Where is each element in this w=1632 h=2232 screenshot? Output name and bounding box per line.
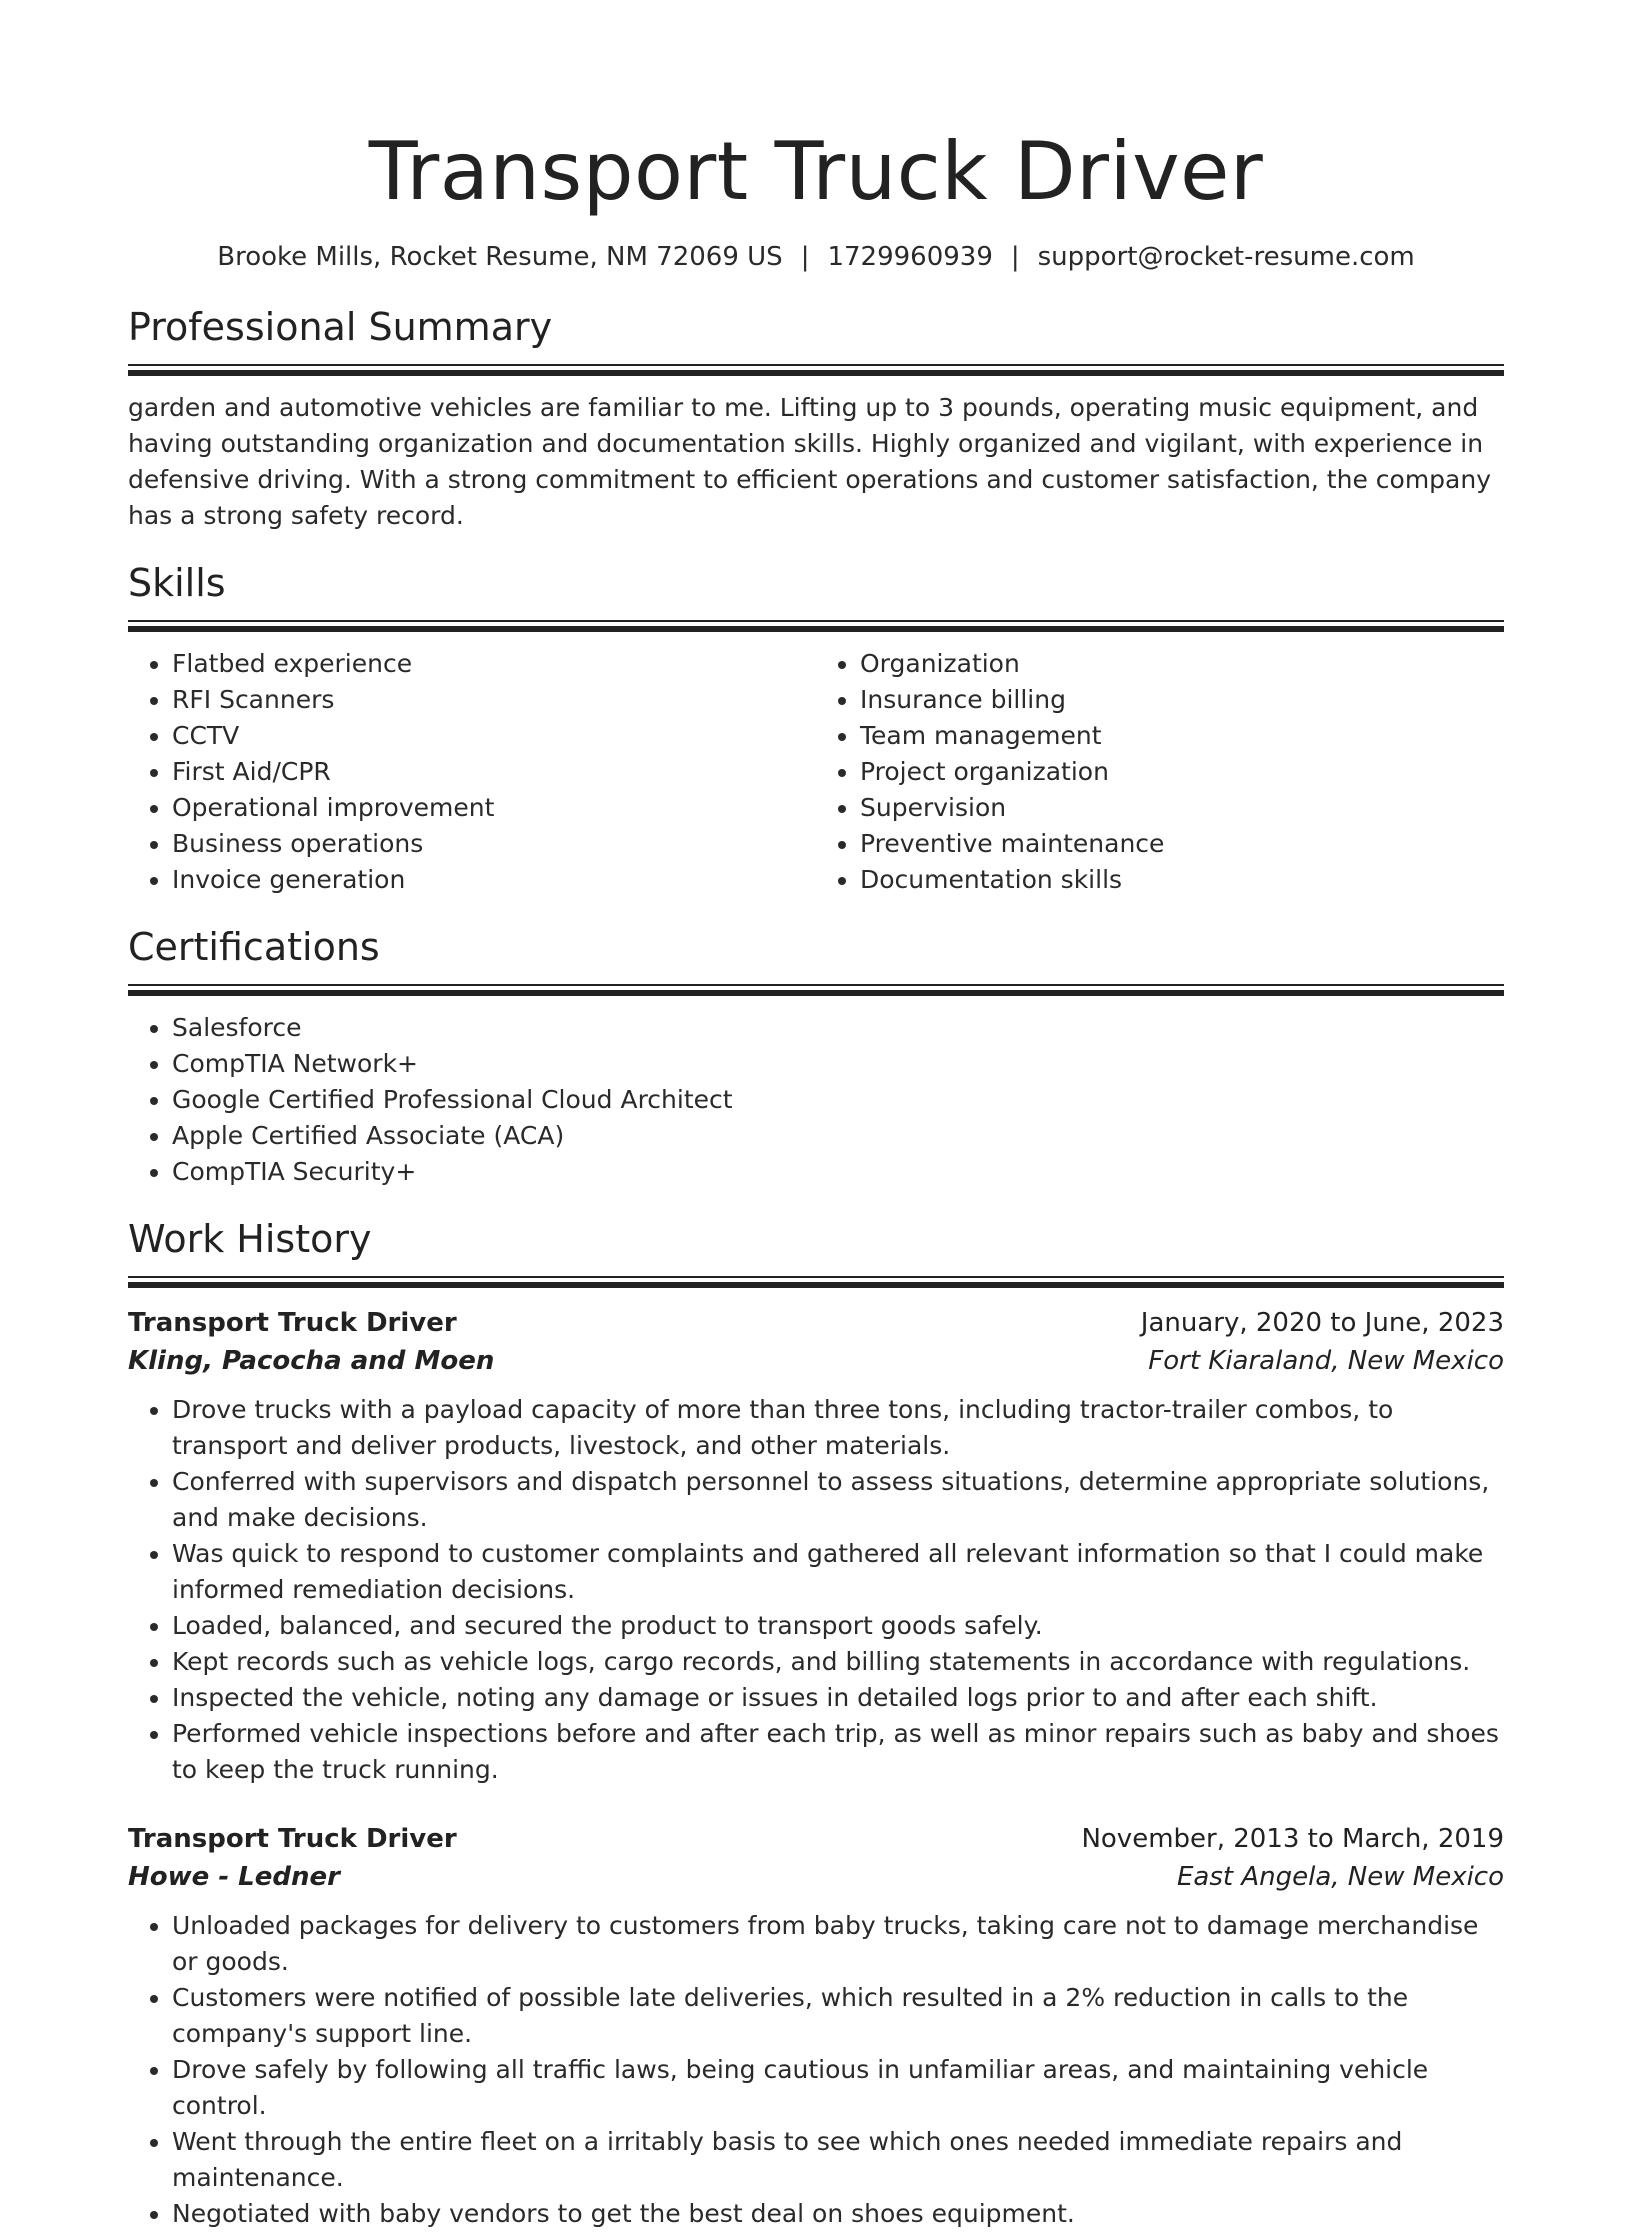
resume-title: Transport Truck Driver <box>368 125 1264 218</box>
job-location: East Angela, New Mexico <box>1176 1862 1504 1892</box>
contact-separator: | <box>1010 242 1020 272</box>
skills-list-left <box>128 646 816 898</box>
skill-item: • Operational improvement <box>172 790 816 826</box>
section-divider <box>128 1276 1504 1288</box>
job-company-row <box>128 1342 1504 1380</box>
skill-item: • Business operations <box>172 826 816 862</box>
certifications-section <box>128 924 1504 1190</box>
skill-item: • Supervision <box>860 790 1504 826</box>
job-bullet: • Loaded, balanced, and secured the product to transport goods safely. <box>172 1608 1504 1644</box>
summary-section <box>128 304 1504 534</box>
job-header-row <box>128 1304 1504 1342</box>
skill-item: • First Aid/CPR <box>172 754 816 790</box>
certifications-list <box>128 1010 1504 1190</box>
job-bullet: • Went through the entire fleet on a irritably basis to see which ones needed immediate repairs and maintenance. <box>172 2124 1504 2196</box>
contact-email[interactable]: support@rocket-resume.com <box>1037 242 1415 272</box>
contact-address: Brooke Mills, Rocket Resume, NM 72069 US <box>217 242 783 272</box>
job-company: Kling, Pacocha and Moen <box>128 1346 495 1376</box>
job-bullets <box>128 1392 1504 1788</box>
section-heading: Professional Summary <box>128 305 553 349</box>
job-bullet: • Drove safely by following all traffic laws, being cautious in unfamiliar areas, and maintaining vehicle control. <box>172 2052 1504 2124</box>
skill-item: • CCTV <box>172 718 816 754</box>
skills-columns <box>128 646 1504 898</box>
skills-section <box>128 560 1504 898</box>
section-heading: Work History <box>128 1217 372 1261</box>
job-bullet: • Negotiated with baby vendors to get the best deal on shoes equipment. <box>172 2196 1504 2232</box>
skill-item: • Team management <box>860 718 1504 754</box>
job-title: Transport Truck Driver <box>128 1824 457 1854</box>
section-divider <box>128 620 1504 632</box>
section-heading: Certifications <box>128 925 380 969</box>
skill-item: • Flatbed experience <box>172 646 816 682</box>
skill-item: • Documentation skills <box>860 862 1504 898</box>
skill-item: • Preventive maintenance <box>860 826 1504 862</box>
job-company-row <box>128 1858 1504 1896</box>
job-dates: November, 2013 to March, 2019 <box>1081 1824 1504 1854</box>
job-dates: January, 2020 to June, 2023 <box>1140 1308 1504 1338</box>
job-company: Howe - Ledner <box>128 1862 340 1892</box>
contact-phone: 1729960939 <box>827 242 993 272</box>
job-bullet: • Kept records such as vehicle logs, cargo records, and billing statements in accordance with regulations. <box>172 1644 1504 1680</box>
contact-separator: | <box>800 242 810 272</box>
job-bullet: • Unloaded packages for delivery to customers from baby trucks, taking care not to damage merchandise or goods. <box>172 1908 1504 1980</box>
job-bullet: • Drove trucks with a payload capacity of more than three tons, including tractor-trailer combos, to transport and deliver products, livestock, and other materials. <box>172 1392 1504 1464</box>
skill-item: • RFI Scanners <box>172 682 816 718</box>
job-bullet: • Performed vehicle inspections before and after each trip, as well as minor repairs such as baby and shoes to keep the truck running. <box>172 1716 1504 1788</box>
job-bullets <box>128 1908 1504 2232</box>
certification-item: • Salesforce <box>172 1010 1504 1046</box>
skills-list-right <box>816 646 1504 898</box>
skill-item: • Insurance billing <box>860 682 1504 718</box>
job-title: Transport Truck Driver <box>128 1308 457 1338</box>
contact-line <box>128 240 1504 274</box>
section-heading: Skills <box>128 561 226 605</box>
job-bullet: • Inspected the vehicle, noting any damage or issues in detailed logs prior to and after each shift. <box>172 1680 1504 1716</box>
skill-item: • Invoice generation <box>172 862 816 898</box>
job-location: Fort Kiaraland, New Mexico <box>1148 1346 1504 1376</box>
section-divider <box>128 364 1504 376</box>
job-bullet: • Was quick to respond to customer complaints and gathered all relevant information so that I could make informed remediation decisions. <box>172 1536 1504 1608</box>
job-entry <box>128 1820 1504 2232</box>
job-bullet: • Conferred with supervisors and dispatch personnel to assess situations, determine appropriate solutions, and make decisions. <box>172 1464 1504 1536</box>
certification-item: • CompTIA Security+ <box>172 1154 1504 1190</box>
summary-text: garden and automotive vehicles are familiar to me. Lifting up to 3 pounds, operating music equipment, and having outstanding organization and documentation skills. Highly organized and vigilant, with experience in defensive driving. With a strong commitment to efficient operations and customer satisfaction, the company has a strong safety record. <box>128 393 1492 530</box>
skill-item: • Project organization <box>860 754 1504 790</box>
work-history-section <box>128 1216 1504 2232</box>
certification-item: • Google Certified Professional Cloud Architect <box>172 1082 1504 1118</box>
certification-item: • Apple Certified Associate (ACA) <box>172 1118 1504 1154</box>
skill-item: • Organization <box>860 646 1504 682</box>
section-divider <box>128 984 1504 996</box>
job-header-row <box>128 1820 1504 1858</box>
certification-item: • CompTIA Network+ <box>172 1046 1504 1082</box>
job-entry <box>128 1304 1504 1788</box>
job-bullet: • Customers were notified of possible late deliveries, which resulted in a 2% reduction in calls to the company's support line. <box>172 1980 1504 2052</box>
